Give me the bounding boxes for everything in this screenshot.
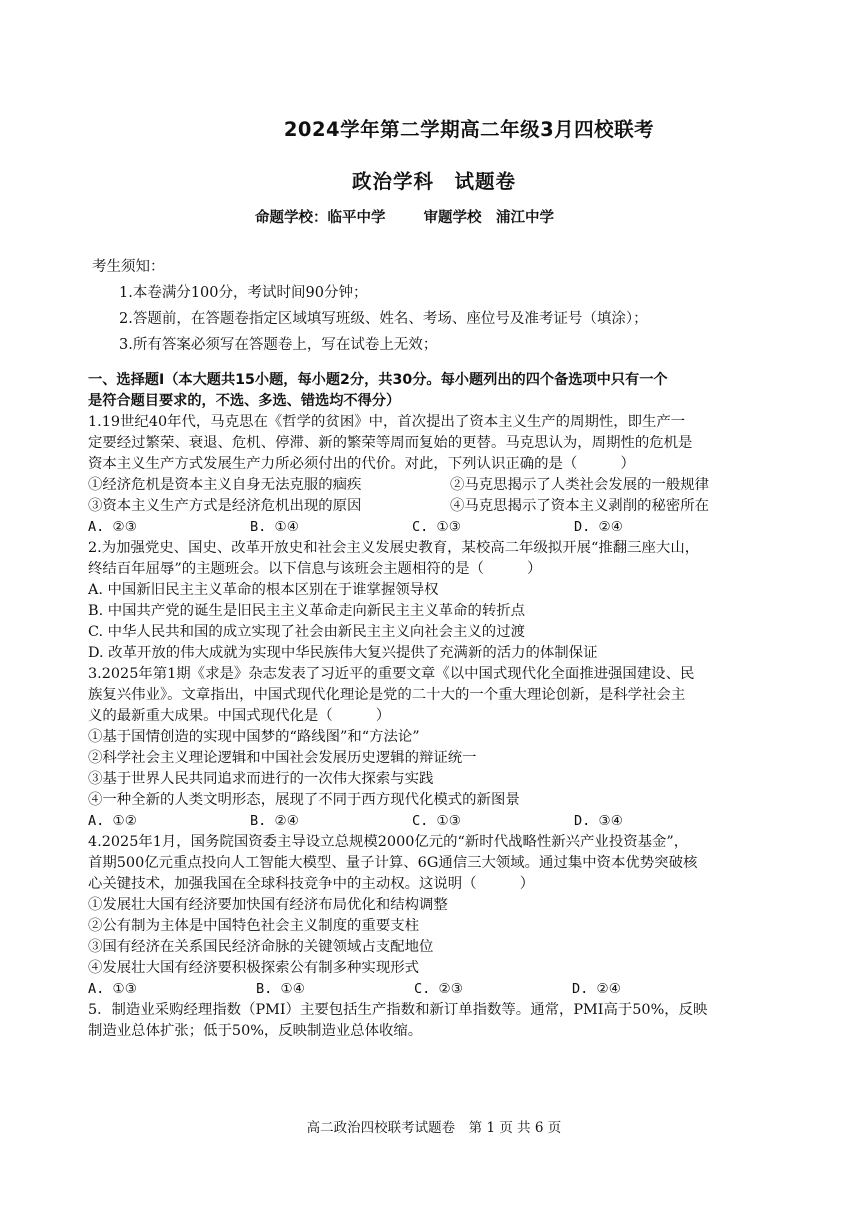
question-text: 首期500亿元重点投向人工智能大模型、量子计算、6G通信三大领域。通过集中资本优势突破核 bbox=[88, 855, 698, 871]
question-text: 终结百年屈辱”的主题班会。以下信息与该班会主题相符的是（ ） bbox=[88, 561, 542, 577]
proposer-school: 命题学校：临平中学 bbox=[255, 210, 386, 226]
section-title: 一、选择题Ⅰ（本大题共15小题，每小题2分，共30分。每小题列出的四个备选项中只有一个 bbox=[88, 372, 668, 388]
question-3 bbox=[88, 664, 782, 832]
question-5 bbox=[88, 1000, 782, 1042]
exam-notice bbox=[92, 254, 648, 358]
page-footer: 高二政治四校联考试题卷 第 1 页 共 6 页 bbox=[306, 1120, 562, 1136]
answer-options bbox=[88, 811, 782, 832]
statement-row bbox=[88, 475, 782, 496]
question-text: 5．制造业采购经理指数（PMI）主要包括生产指数和新订单指数等。通常，PMI高于50%，反映 bbox=[88, 1002, 708, 1018]
answer-options bbox=[88, 517, 782, 538]
question-2 bbox=[88, 538, 782, 664]
statement: ③资本主义生产方式是经济危机出现的原因 bbox=[88, 498, 362, 514]
questions-section bbox=[88, 370, 782, 1042]
option-c: C. ①③ bbox=[412, 813, 461, 829]
question-text: 4.2025年1月，国务院国资委主导设立总规模2000亿元的“新时代战略性新兴产业投资基金”， bbox=[88, 834, 689, 850]
exam-title: 2024学年第二学期高二年级3月四校联考 bbox=[283, 118, 655, 141]
notice-item: 2.答题前，在答题卷指定区域填写班级、姓名、考场、座位号及准考证号（填涂）； bbox=[119, 311, 648, 327]
exam-subtitle: 政治学科 试题卷 bbox=[351, 170, 516, 193]
question-text: 1.19世纪40年代，马克思在《哲学的贫困》中，首次提出了资本主义生产的周期性，即生产一 bbox=[88, 414, 686, 430]
option-b: B. ②④ bbox=[250, 813, 299, 829]
statement-row bbox=[88, 496, 782, 517]
statement: ③国有经济在关系国民经济命脉的关键领域占支配地位 bbox=[88, 939, 434, 955]
option-b: B. ①④ bbox=[250, 519, 299, 535]
option-a: A. ②③ bbox=[88, 519, 137, 535]
question-text: 心关键技术，加强我国在全球科技竞争中的主动权。这说明（ ） bbox=[88, 876, 535, 892]
notice-item: 3.所有答案必须写在答题卷上，写在试卷上无效； bbox=[119, 337, 438, 353]
reviewer-school: 审题学校 浦江中学 bbox=[423, 210, 554, 226]
option-b: B. ①④ bbox=[256, 981, 305, 997]
question-text: 义的最新重大成果。中国式现代化是（ ） bbox=[88, 708, 391, 724]
question-text: 3.2025年第1期《求是》杂志发表了习近平的重要文章《以中国式现代化全面推进强国建设、民 bbox=[88, 666, 695, 682]
option-a: A. 中国新旧民主主义革命的根本区别在于谁掌握领导权 bbox=[88, 582, 439, 598]
option-d: D. ②④ bbox=[572, 981, 621, 997]
question-text: 2.为加强党史、国史、改革开放史和社会主义发展史教育，某校高二年级拟开展“推翻三座大山， bbox=[88, 540, 700, 556]
option-a: A. ①② bbox=[88, 813, 137, 829]
question-text: 制造业总体扩张；低于50%，反映制造业总体收缩。 bbox=[88, 1023, 423, 1039]
statement: ②公有制为主体是中国特色社会主义制度的重要支柱 bbox=[88, 918, 419, 934]
question-text: 族复兴伟业》。文章指出，中国式现代化理论是党的二十大的一个重大理论创新，是科学社会主 bbox=[88, 687, 686, 703]
option-b: B. 中国共产党的诞生是旧民主主义革命走向新民主主义革命的转折点 bbox=[88, 603, 526, 619]
question-text: 定要经过繁荣、衰退、危机、停滞、新的繁荣等周而复始的更替。马克思认为，周期性的危机是 bbox=[88, 435, 693, 451]
statement: ②科学社会主义理论逻辑和中国社会发展历史逻辑的辩证统一 bbox=[88, 750, 477, 766]
statement: ①发展壮大国有经济要加快国有经济布局优化和结构调整 bbox=[88, 897, 448, 913]
notice-heading: 考生须知： bbox=[92, 259, 165, 275]
question-text: 资本主义生产方式发展生产力所必须付出的代价。对此，下列认识正确的是（ ） bbox=[88, 456, 635, 472]
option-d: D. ②④ bbox=[574, 519, 623, 535]
notice-item: 1.本卷满分100分，考试时间90分钟； bbox=[119, 285, 368, 301]
statement: ④一种全新的人类文明形态，展现了不同于西方现代化模式的新图景 bbox=[88, 792, 520, 808]
option-c: C. 中华人民共和国的成立实现了社会由新民主主义向社会主义的过渡 bbox=[88, 624, 525, 640]
school-info bbox=[255, 206, 554, 227]
question-1 bbox=[88, 412, 782, 538]
option-d: D. 改革开放的伟大成就为实现中华民族伟大复兴提供了充满新的活力的体制保证 bbox=[88, 645, 598, 661]
statement: ①基于国情创造的实现中国梦的“路线图”和“方法论” bbox=[88, 729, 420, 745]
statement: ④发展壮大国有经济要积极探索公有制多种实现形式 bbox=[88, 960, 419, 976]
statement: ②马克思揭示了人类社会发展的一般规律 bbox=[450, 477, 710, 493]
option-c: C. ②③ bbox=[414, 981, 463, 997]
answer-options bbox=[88, 979, 782, 1000]
question-4 bbox=[88, 832, 782, 1000]
statement: ①经济危机是资本主义自身无法克服的痼疾 bbox=[88, 477, 362, 493]
option-a: A. ①③ bbox=[88, 981, 137, 997]
statement: ④马克思揭示了资本主义剥削的秘密所在 bbox=[450, 498, 710, 514]
option-c: C. ①③ bbox=[412, 519, 461, 535]
option-d: D. ③④ bbox=[574, 813, 623, 829]
section-title: 是符合题目要求的，不选、多选、错选均不得分） bbox=[88, 393, 401, 409]
statement: ③基于世界人民共同追求而进行的一次伟大探索与实践 bbox=[88, 771, 434, 787]
